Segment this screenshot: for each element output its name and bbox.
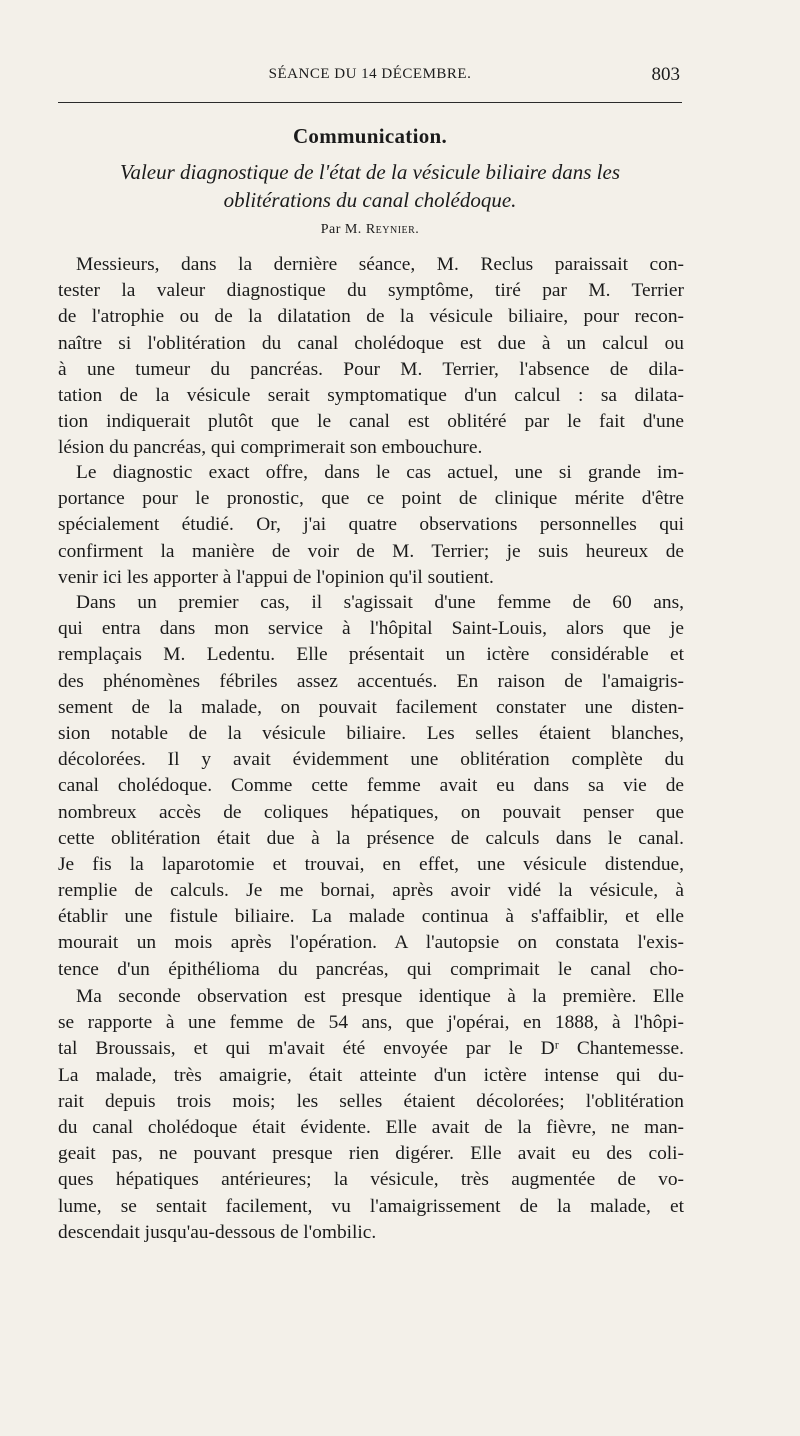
text-line: décolorées. Il y avait évidemment une oblitération complète du (58, 749, 684, 771)
text-line: cette oblitération était due à la présence de calculs dans le canal. (58, 827, 684, 849)
byline-prefix: Par M. (320, 222, 362, 237)
text-line: tester la valeur diagnostique du symptôme, tiré par M. Terrier (58, 280, 684, 302)
running-header (60, 66, 680, 92)
text-line: portance pour le pronostic, que ce point de clinique mérite d'être (58, 488, 684, 510)
header-title: SÉANCE DU 14 DÉCEMBRE. (268, 66, 472, 82)
paragraph (58, 590, 684, 983)
text-line: établir une fistule biliaire. La malade continua à s'affaiblir, et elle (58, 906, 684, 928)
text-line: sement de la malade, on pouvait facilement constater une disten- (58, 696, 684, 718)
text-line: mourait un mois après l'opération. A l'autopsie on constata l'exis- (58, 932, 684, 954)
text-line: tence d'un épithélioma du pancréas, qui comprimait le canal cho- (58, 958, 684, 980)
text-line: tation de la vésicule serait symptomatique d'un calcul : sa dilata- (58, 384, 684, 406)
text-line: La malade, très amaigrie, était atteinte d'un ictère intense qui du- (58, 1064, 684, 1086)
text-line: nombreux accès de coliques hépatiques, on pouvait penser que (58, 801, 684, 823)
text-line: des phénomènes fébriles assez accentués. En raison de l'amaigris- (58, 670, 684, 692)
text-line: tion indiquerait plutôt que le canal est oblitéré par le fait d'une (58, 411, 684, 433)
text-line: Le diagnostic exact offre, dans le cas actuel, une si grande im- (76, 462, 684, 483)
text-line: à une tumeur du pancréas. Pour M. Terrier, l'absence de dila- (58, 358, 684, 380)
text-line: du canal cholédoque était évidente. Elle avait de la fièvre, ne man- (58, 1116, 684, 1138)
article-title-line: Valeur diagnostique de l'état de la vésicule biliaire dans les (119, 160, 621, 184)
page-number: 803 (651, 64, 680, 85)
text-line: Dans un premier cas, il s'agissait d'une femme de 60 ans, (76, 592, 684, 613)
text-line: lésion du pancréas, qui comprimerait son embouchure. (58, 437, 483, 459)
byline-author: Reynier. (365, 222, 420, 237)
text-line: confirment la manière de voir de M. Terrier; je suis heureux de (58, 540, 684, 562)
byline (60, 222, 680, 238)
text-line: lume, se sentait facilement, vu l'amaigrissement de la malade, et (58, 1195, 684, 1217)
text-line: de l'atrophie ou de la dilatation de la vésicule biliaire, pour recon- (58, 306, 684, 328)
text-line: Messieurs, dans la dernière séance, M. Reclus paraissait con- (76, 254, 684, 275)
text-line: sion notable de la vésicule biliaire. Les selles étaient blanches, (58, 722, 684, 744)
article-title (60, 158, 680, 214)
paragraph (58, 460, 684, 591)
text-line: Ma seconde observation est presque identique à la première. Elle (76, 986, 684, 1007)
text-line: remplie de calculs. Je me bornai, après avoir vidé la vésicule, à (58, 880, 684, 902)
paragraph (58, 252, 684, 462)
text-line: spécialement étudié. Or, j'ai quatre observations personnelles qui (58, 514, 684, 536)
text-line: se rapporte à une femme de 54 ans, que j'opérai, en 1888, à l'hôpi- (58, 1012, 684, 1034)
text-line: geait pas, ne pouvant presque rien digérer. Elle avait eu des coli- (58, 1143, 684, 1165)
text-line: canal cholédoque. Comme cette femme avait eu dans sa vie de (58, 775, 684, 797)
text-line: ques hépatiques antérieures; la vésicule, très augmentée de vo- (58, 1169, 684, 1191)
text-line: venir ici les apporter à l'appui de l'opinion qu'il soutient. (58, 566, 494, 588)
text-line: Je fis la laparotomie et trouvai, en effet, une vésicule distendue, (58, 853, 684, 875)
header-rule (58, 102, 682, 103)
text-line: qui entra dans mon service à l'hôpital Saint-Louis, alors que je (58, 618, 684, 640)
paragraph (58, 984, 684, 1246)
text-line: remplaçais M. Ledentu. Elle présentait un ictère considérable et (58, 644, 684, 666)
article-title-line: oblitérations du canal cholédoque. (223, 188, 517, 212)
section-heading: Communication. (292, 124, 448, 148)
text-line: naître si l'oblitération du canal cholédoque est due à un calcul ou (58, 332, 684, 354)
text-line: tal Broussais, et qui m'avait été envoyée par le Dʳ Chantemesse. (58, 1038, 684, 1060)
text-line: rait depuis trois mois; les selles étaient décolorées; l'oblitération (58, 1090, 684, 1112)
text-line: descendait jusqu'au-dessous de l'ombilic. (58, 1221, 377, 1243)
